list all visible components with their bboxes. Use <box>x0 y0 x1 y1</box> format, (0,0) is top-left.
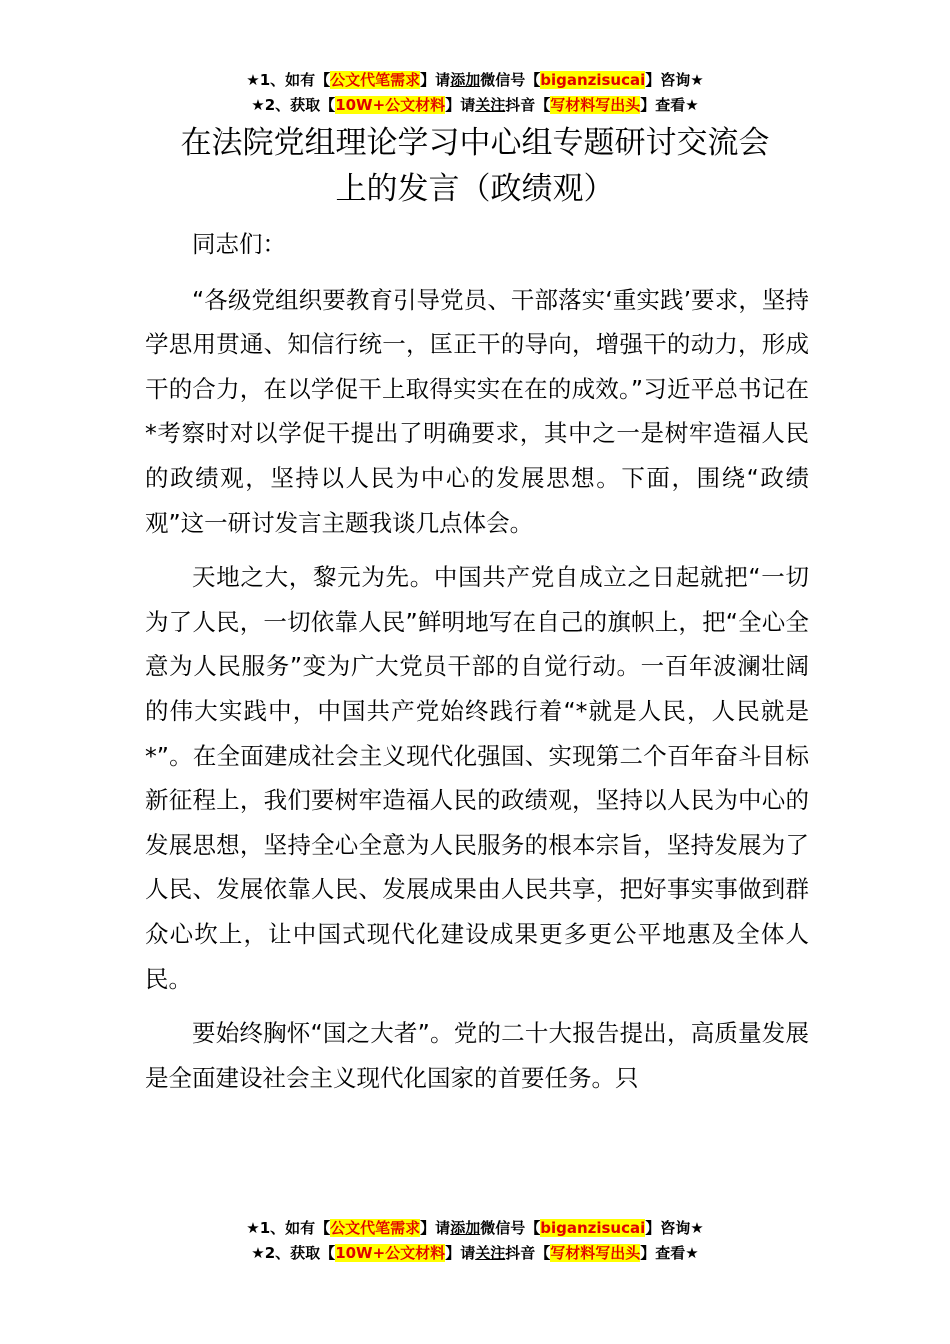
wechat-id: biganzisucai <box>540 1219 646 1237</box>
wechat-id: biganzisucai <box>540 71 646 89</box>
paragraph-1: “各级党组织要教育引导党员、干部落实‘重实践’要求，坚持学思用贯通、知信行统一，匡正干的导向，增强干的动力，形成干的合力，在以学促干上取得实实在在的成效。”习近平总书记在*考察时对以学促干提出了明确要求，其中之一是树牢造福人民的政绩观，坚持以人民为中心的发展思想。下面，围绕“政绩观”这一研讨发言主题我谈几点体会。 <box>145 285 809 537</box>
underlined-text: 添加 <box>450 1219 481 1237</box>
header-banner <box>0 68 950 118</box>
document-title <box>80 120 870 212</box>
underlined-text: 关注 <box>475 1244 506 1262</box>
title-line-2: 上的发言（政绩观） <box>335 171 615 207</box>
footer-banner <box>0 1216 950 1266</box>
banner-line-1: ★1、如有【公文代笔需求】请添加微信号【biganzisucai】咨询★ <box>246 1219 704 1237</box>
title-line-1: 在法院党组理论学习中心组专题研讨交流会 <box>180 125 770 161</box>
greeting: 同志们： <box>192 230 286 258</box>
underlined-text: 添加 <box>450 71 481 89</box>
douyin-account: 写材料写出头 <box>550 1244 641 1262</box>
highlight-text: 10W+公文材料 <box>335 96 446 114</box>
douyin-account: 写材料写出头 <box>550 96 641 114</box>
highlight-text: 公文代笔需求 <box>330 1219 421 1237</box>
underlined-text: 关注 <box>475 96 506 114</box>
banner-line-2: ★2、获取【10W+公文材料】请关注抖音【写材料写出头】查看★ <box>251 1244 699 1262</box>
banner-line-2: ★2、获取【10W+公文材料】请关注抖音【写材料写出头】查看★ <box>251 96 699 114</box>
highlight-text: 10W+公文材料 <box>335 1244 446 1262</box>
banner-line-1: ★1、如有【公文代笔需求】请添加微信号【biganzisucai】咨询★ <box>246 71 704 89</box>
paragraph-2: 天地之大，黎元为先。中国共产党自成立之日起就把“一切为了人民，一切依靠人民”鲜明地写在自己的旗帜上，把“全心全意为人民服务”变为广大党员干部的自觉行动。一百年波澜壮阔的伟大实践中，中国共产党始终践行着“*就是人民，人民就是*”。在全面建成社会主义现代化强国、实现第二个百年奋斗目标新征程上，我们要树牢造福人民的政绩观，坚持以人民为中心的发展思想，坚持全心全意为人民服务的根本宗旨，坚持发展为了人民、发展依靠人民、发展成果由人民共享，把好事实事做到群众心坎上，让中国式现代化建设成果更多更公平地惠及全体人民。 <box>145 563 809 993</box>
highlight-text: 公文代笔需求 <box>330 71 421 89</box>
paragraph-3: 要始终胸怀“国之大者”。党的二十大报告提出，高质量发展是全面建设社会主义现代化国家的首要任务。只 <box>145 1019 809 1092</box>
document-body <box>145 222 809 1110</box>
